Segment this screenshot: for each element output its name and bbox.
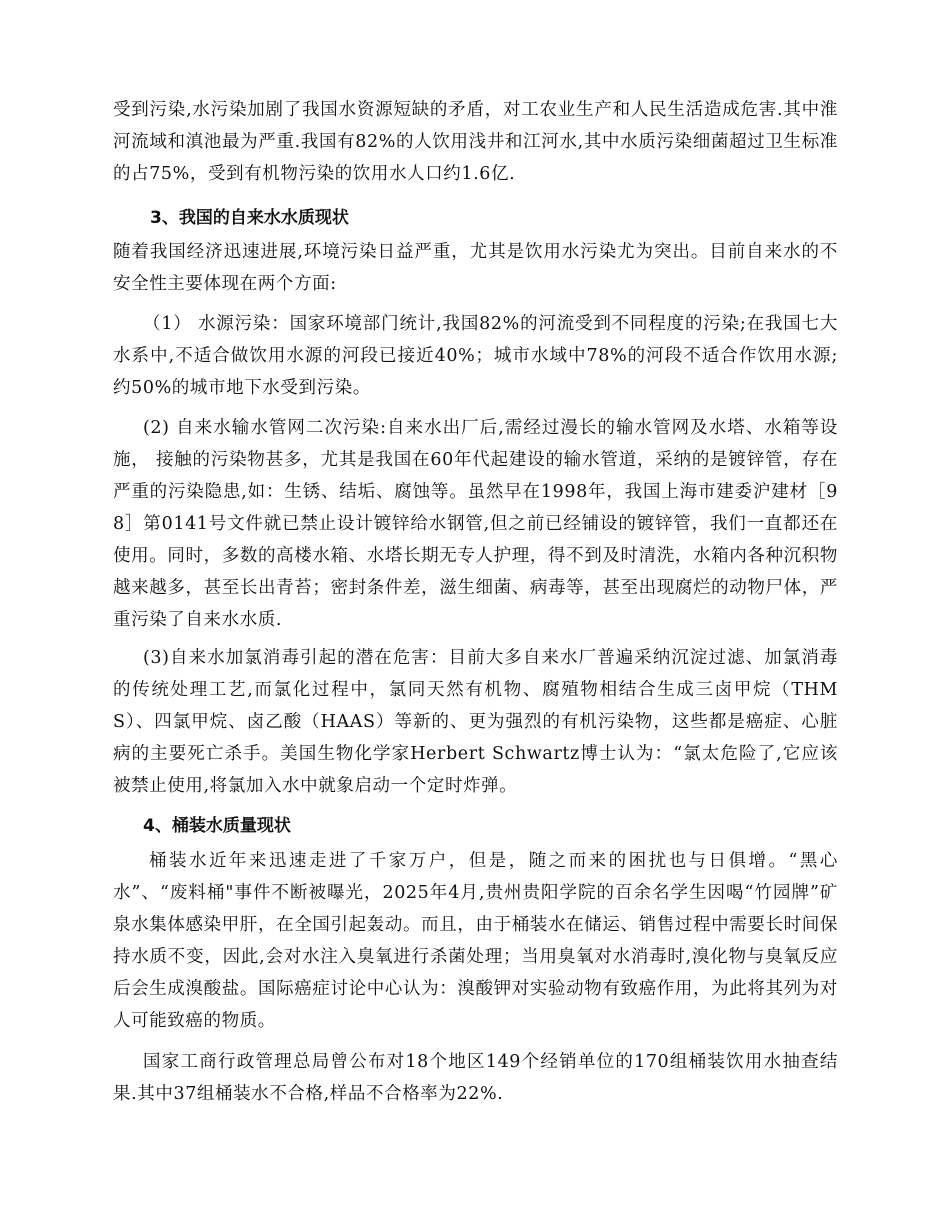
section-4-heading: 4、桶装水质量现状 — [143, 816, 291, 836]
section-3-intro: 随着我国经济迅速进展,环境污染日益严重，尤其是饮用水污染尤为突出。目前自来水的不安全性主要体现在两个方面: — [113, 242, 838, 294]
section-3-item-1: （1） 水源污染：国家环境部门统计,我国82%的河流受到不同程度的污染;在我国七大水系中,不适合做饮用水源的河段已接近40%；城市水域中78%的河段不适合作饮用水源;约50%的城市地下水受到污染。 — [113, 314, 838, 398]
section-3-item-2: (2) 自来水输水管网二次污染:自来水出厂后,需经过漫长的输水管网及水塔、水箱等设施， 接触的污染物甚多，尤其是我国在60年代起建设的输水管道，采纳的是镀锌管，存在严重的污染隐患,如：生锈、结垢、腐蚀等。虽然早在1998年，我国上海市建委沪建材［98］第0141号文件就已禁止设计镀锌给水钢管,但之前已经铺设的镀锌管，我们一直都还在使用。同时，多数的高楼水箱、水塔长期无专人护理，得不到及时清洗，水箱内各种沉积物越来越多，甚至长出青苔；密封条件差，滋生细菌、病毒等，甚至出现腐烂的动物尸体，严重污染了自来水水质. — [113, 418, 838, 630]
intro-paragraph: 受到污染,水污染加剧了我国水资源短缺的矛盾，对工农业生产和人民生活造成危害.其中淮河流域和滇池最为严重.我国有82%的人饮用浅井和江河水,其中水质污染细菌超过卫生标准的占75%，受到有机物污染的饮用水人口约1.6亿. — [113, 100, 838, 184]
section-4-paragraph-2: 国家工商行政管理总局曾公布对18个地区149个经销单位的170组桶装饮用水抽查结果.其中37组桶装水不合格,样品不合格率为22%. — [113, 1052, 838, 1104]
section-4-paragraph-1: 桶装水近年来迅速走进了千家万户，但是，随之而来的困扰也与日俱增。“黑心水”、“废料桶"事件不断被曝光，2025年4月,贵州贵阳学院的百余名学生因喝“竹园牌”矿泉水集体感染甲肝，在全国引起轰动。而且，由于桶装水在储运、销售过程中需要长时间保持水质不变，因此,会对水注入臭氧进行杀菌处理；当用臭氧对水消毒时,溴化物与臭氧反应后会生成溴酸盐。国际癌症讨论中心认为：溴酸钾对实验动物有致癌作用，为此将其列为对人可能致癌的物质。 — [113, 851, 838, 1031]
section-3-heading: 3、我国的自来水水质现状 — [150, 208, 349, 228]
section-3-item-3: (3)自来水加氯消毒引起的潜在危害：目前大多自来水厂普遍采纳沉淀过滤、加氯消毒的传统处理工艺,而氯化过程中，氯同天然有机物、腐殖物相结合生成三卤甲烷（THMS）、四氯甲烷、卤乙酸（HAAS）等新的、更为强烈的有机污染物，这些都是癌症、心脏病的主要死亡杀手。美国生物化学家Herbert Schwartz博士认为：“氯太危险了,它应该被禁止使用,将氯加入水中就象启动一个定时炸弹。 — [113, 648, 838, 796]
